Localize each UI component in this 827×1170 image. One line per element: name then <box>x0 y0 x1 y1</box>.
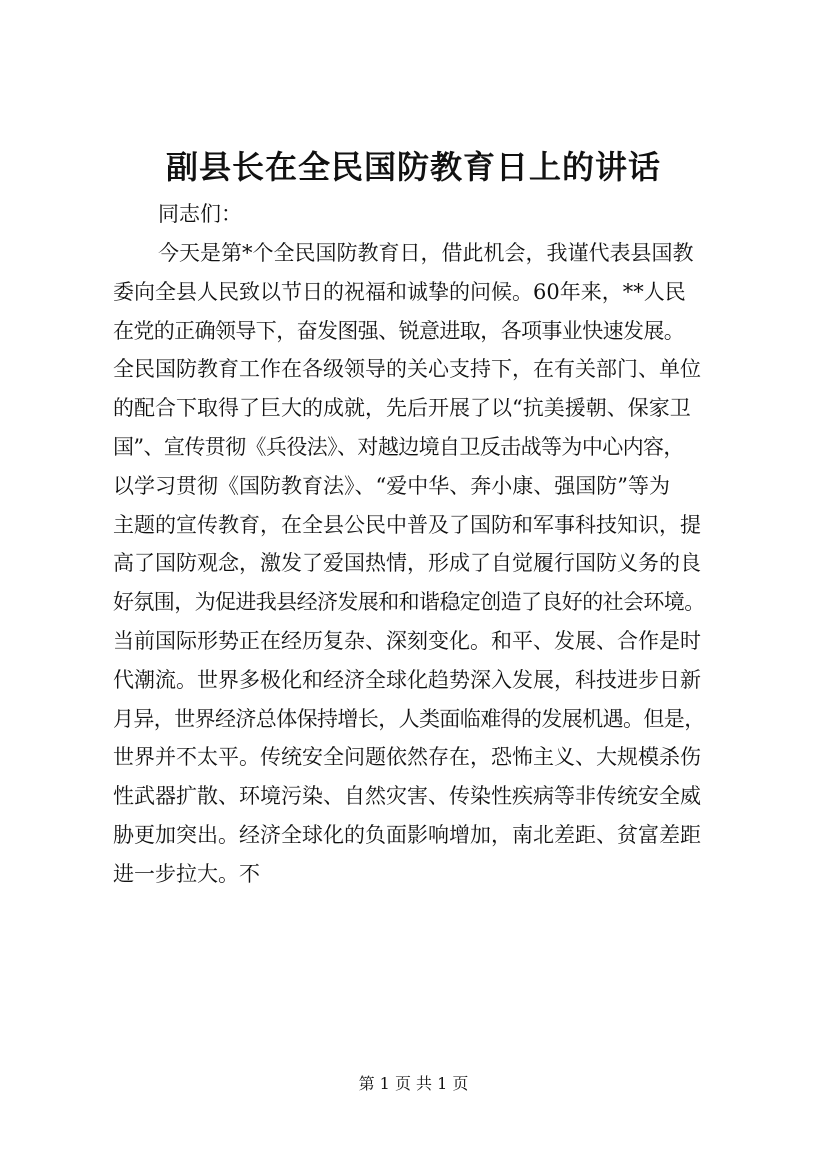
text-line: 高了国防观念，激发了爱国热情，形成了自觉履行国防义务的良 <box>113 551 701 576</box>
page-number-footer: 第 1 页 共 1 页 <box>358 1074 469 1093</box>
text-line: 性武器扩散、环境污染、自然灾害、传染性疾病等非传统安全威 <box>113 784 701 809</box>
text-line: 以学习贯彻《国防教育法》、“爱中华、奔小康、强国防”等为 <box>113 473 670 498</box>
text-line: 在党的正确领导下，奋发图强、锐意进取，各项事业快速发展。 <box>113 318 685 343</box>
text-line: 的配合下取得了巨大的成就，先后开展了以“抗美援朝、保家卫 <box>113 396 691 421</box>
text-line: 今天是第*个全民国防教育日，借此机会，我谨代表县国教 <box>158 241 694 265</box>
text-line: 月异，世界经济总体保持增长，人类面临难得的发展机遇。但是， <box>113 706 705 731</box>
text-line: 代潮流。世界多极化和经济全球化趋势深入发展，科技进步日新 <box>113 667 701 692</box>
text-line: 主题的宣传教育，在全县公民中普及了国防和军事科技知识，提 <box>113 512 701 537</box>
text-line: 全民国防教育工作在各级领导的关心支持下，在有关部门、单位 <box>113 357 701 382</box>
salutation: 同志们： <box>158 202 242 226</box>
body-text <box>113 234 733 894</box>
text-line: 委向全县人民致以节日的祝福和诚挚的问候。60年来，**人民 <box>113 279 686 304</box>
text-line: 世界并不太平。传统安全问题依然存在，恐怖主义、大规模杀伤 <box>113 745 701 770</box>
document-title: 副县长在全民国防教育日上的讲话 <box>165 148 661 186</box>
text-line: 好氛围，为促进我县经济发展和和谐稳定创造了良好的社会环境。 <box>113 590 705 615</box>
text-line: 国”、宣传贯彻《兵役法》、对越边境自卫反击战等为中心内容， <box>113 434 684 459</box>
text-line: 当前国际形势正在经历复杂、深刻变化。和平、发展、合作是时 <box>113 628 701 653</box>
text-line: 进一步拉大。不 <box>113 861 260 886</box>
text-line: 胁更加突出。经济全球化的负面影响增加，南北差距、贫富差距 <box>113 822 701 847</box>
